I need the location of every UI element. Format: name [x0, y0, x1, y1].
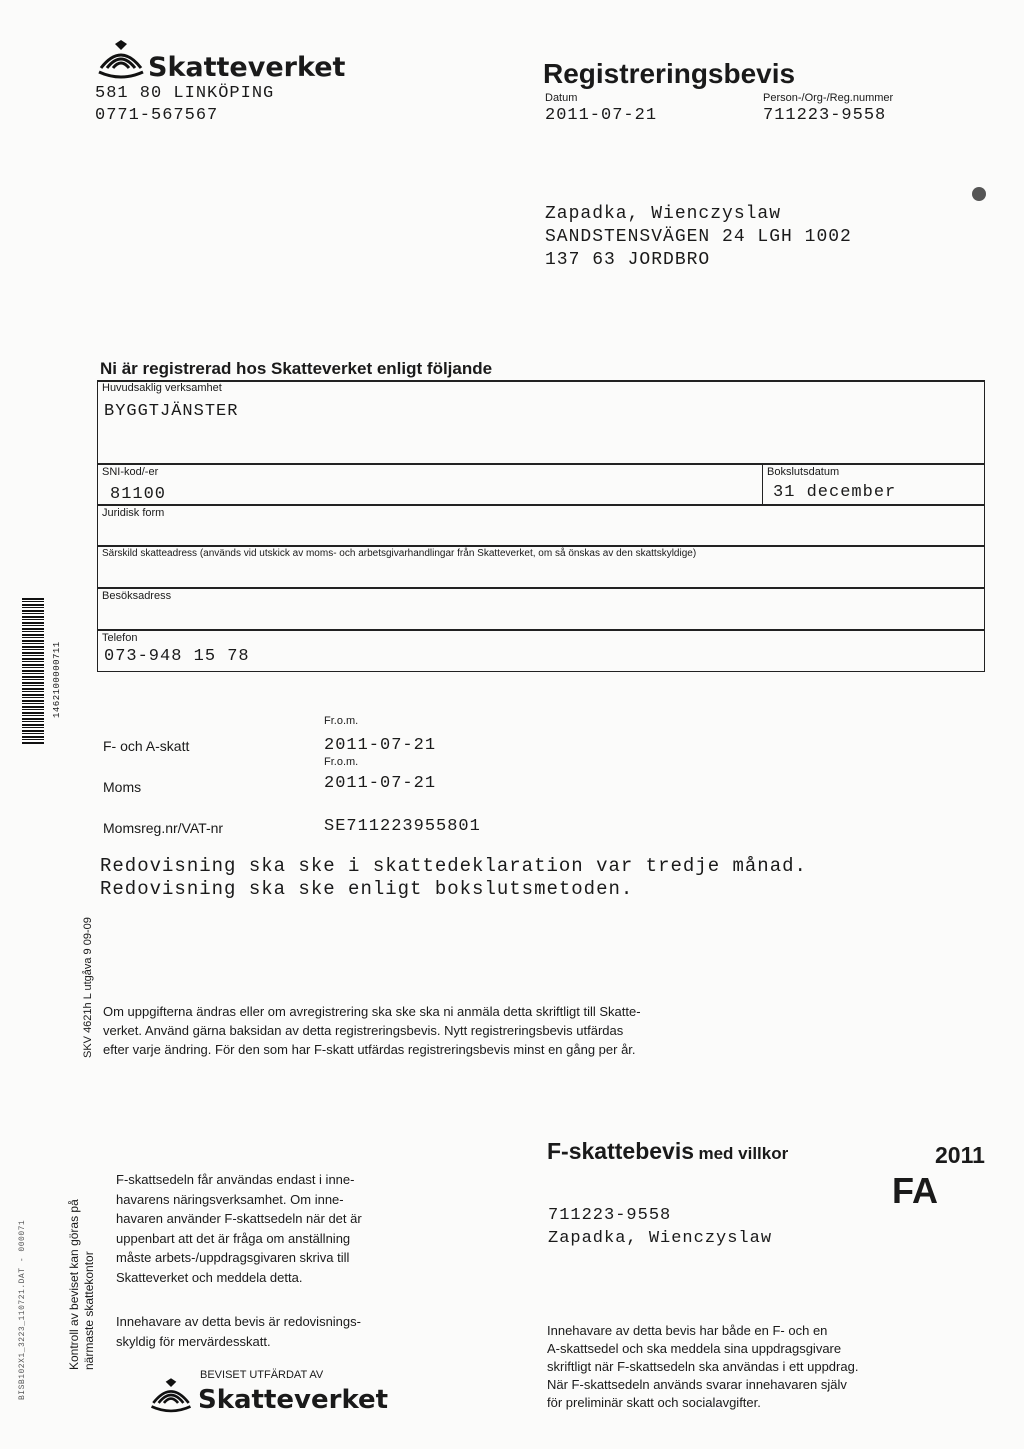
- certificate-title: [547, 1138, 788, 1165]
- usage-note-line: uppenbart att det är fråga om anställning: [116, 1230, 351, 1246]
- sni-label: SNI-kod/-er: [102, 466, 159, 478]
- issued-by-label: BEVISET UTFÄRDAT AV: [200, 1369, 324, 1381]
- sni-closing-row: [97, 464, 985, 505]
- date-label: Datum: [545, 92, 578, 104]
- main-activity-field: [97, 381, 985, 464]
- form-code: SKV 4621h L utgåva 9 09-09: [82, 917, 94, 1058]
- holder-note: [547, 1322, 858, 1412]
- from-label-1: Fr.o.m.: [324, 715, 359, 727]
- issuer-name: Skatteverket: [198, 1385, 389, 1415]
- phone-value: 073-948 15 78: [104, 647, 250, 666]
- agency-name: Skatteverket: [148, 52, 346, 83]
- change-info-3: efter varje ändring. För den som har F-skatt utfärdas registreringsbevis minst en gång per år.: [103, 1042, 636, 1057]
- closing-date-label: Bokslutsdatum: [767, 466, 840, 478]
- special-address-label: Särskild skatteadress (används vid utskick av moms- och arbetsgivarhandlingar från Skatteverket, om så önskas av den skattskyldige): [102, 548, 697, 559]
- punch-hole: [972, 187, 986, 201]
- crown-emblem-icon: [95, 38, 147, 80]
- legal-form-label: Juridisk form: [102, 507, 165, 519]
- vat-date: 2011-07-21: [324, 774, 437, 793]
- recipient-postal: 137 63 JORDBRO: [545, 250, 711, 270]
- certificate-id: 711223-9558: [548, 1206, 672, 1225]
- main-activity-label: Huvudsaklig verksamhet: [102, 382, 222, 394]
- usage-note-line: Skatteverket och meddela detta.: [116, 1269, 303, 1285]
- f-a-tax-label: F- och A-skatt: [103, 738, 190, 754]
- special-address-field: [97, 546, 985, 588]
- barcode: [22, 598, 44, 744]
- certificate-title-suffix: med villkor: [698, 1144, 789, 1163]
- recipient-name: Zapadka, Wienczyslaw: [545, 204, 782, 224]
- certificate-code: FA: [892, 1170, 939, 1211]
- issuer-logo: [148, 1376, 194, 1414]
- usage-note-line: måste arbets-/uppdragsgivaren skriva till: [116, 1250, 350, 1265]
- accounting-note-1: Redovisning ska ske i skattedeklaration var tredje månad.: [100, 855, 807, 877]
- usage-note-line: havarens näringsverksamhet. Om inne-: [116, 1191, 344, 1207]
- holder-note-line: för preliminär skatt och socialavgifter.: [547, 1395, 761, 1410]
- date-value: 2011-07-21: [545, 106, 658, 125]
- barcode-number: 1462100000711: [52, 641, 62, 718]
- agency-address: 581 80 LINKÖPING: [95, 84, 275, 103]
- closing-date-cell: [762, 465, 985, 505]
- vat-liability-line: Innehavare av detta bevis är redovisnings-: [116, 1314, 361, 1329]
- accounting-note-2: Redovisning ska ske enligt bokslutsmetoden.: [100, 878, 634, 900]
- recipient-street: SANDSTENSVÄGEN 24 LGH 1002: [545, 227, 852, 247]
- certificate-title-main: F-skattebevis: [547, 1138, 695, 1164]
- holder-note-line: När F-skattsedeln används svarar innehavaren själv: [547, 1377, 847, 1392]
- holder-note-line: A-skattsedel och ska meddela sina uppdragsgivare: [547, 1341, 842, 1356]
- holder-note-line: skriftligt när F-skattsedeln ska användas i ett uppdrag.: [547, 1359, 859, 1374]
- id-value: 711223-9558: [763, 106, 887, 125]
- phone-label: Telefon: [102, 632, 138, 644]
- vat-number-label: Momsreg.nr/VAT-nr: [103, 820, 224, 836]
- document-title: Registreringsbevis: [543, 58, 796, 89]
- id-label: Person-/Org-/Reg.nummer: [763, 92, 894, 104]
- visit-address-field: [97, 588, 985, 630]
- registration-heading: Ni är registrerad hos Skatteverket enligt följande: [100, 359, 493, 378]
- control-note-2: närmaste skattekontor: [82, 1251, 96, 1370]
- from-label-2: Fr.o.m.: [324, 756, 359, 768]
- holder-note-line: Innehavare av detta bevis har både en F- och en: [547, 1323, 828, 1338]
- agency-logo: [95, 38, 147, 80]
- sni-value: 81100: [110, 485, 167, 504]
- change-info-2: verket. Använd gärna baksidan av detta registreringsbevis. Nytt registreringsbevis utfärdas: [103, 1023, 624, 1038]
- visit-address-label: Besöksadress: [102, 590, 172, 602]
- agency-phone: 0771-567567: [95, 106, 219, 125]
- vat-liability-line: skyldig för mervärdesskatt.: [116, 1333, 271, 1349]
- usage-note-line: F-skattsedeln får användas endast i inne-: [116, 1172, 355, 1187]
- control-note-1: Kontroll av beviset kan göras på: [67, 1199, 81, 1370]
- closing-date-value: 31 december: [773, 483, 897, 502]
- f-a-tax-date: 2011-07-21: [324, 736, 437, 755]
- file-reference: BISB102X1_3223_110721.DAT - 000071: [18, 1219, 27, 1400]
- certificate-name: Zapadka, Wienczyslaw: [548, 1229, 773, 1248]
- vat-number-value: SE711223955801: [324, 817, 481, 836]
- usage-note: [116, 1170, 362, 1287]
- main-activity-value: BYGGTJÄNSTER: [104, 402, 239, 421]
- usage-note-line: havaren använder F-skattsedeln när det är: [116, 1211, 362, 1226]
- legal-form-field: [97, 505, 985, 546]
- certificate-year: 2011: [935, 1142, 985, 1168]
- change-info-1: Om uppgifterna ändras eller om avregistrering ska ske ska ni anmäla detta skriftligt till Skatte-: [103, 1004, 641, 1019]
- phone-field: [97, 630, 985, 672]
- vat-liability-note: [116, 1312, 361, 1351]
- vat-label: Moms: [103, 779, 142, 795]
- crown-emblem-icon: [148, 1376, 194, 1414]
